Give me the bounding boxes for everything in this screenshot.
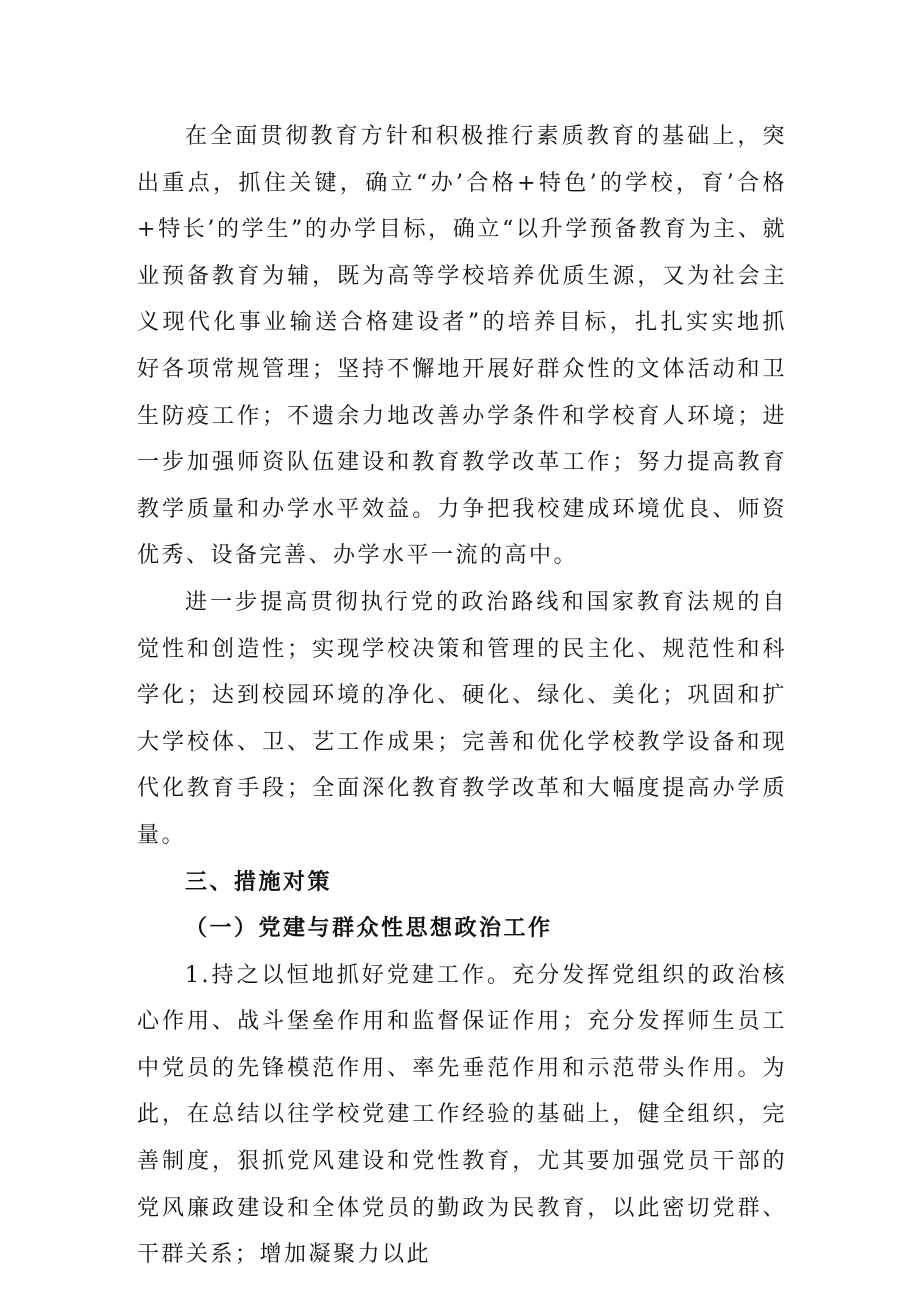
document-body bbox=[137, 114, 787, 1279]
body-paragraph-2: 进一步提高贯彻执行党的政治路线和国家教育法规的自觉性和创造性；实现学校决策和管理的民主化、规范性和科学化；达到校园环境的净化、硬化、绿化、美化；巩固和扩大学校体、卫、艺工作成果；完善和优化学校教学设备和现代化教育手段；全面深化教育教学改革和大幅度提高办学质量。 bbox=[137, 589, 787, 848]
item-paragraph-1: 1.持之以恒地抓好党建工作。充分发挥党组织的政治核心作用、战斗堡垒作用和监督保证作用；充分发挥师生员工中党员的先锋模范作用、率先垂范作用和示范带头作用。为此，在总结以往学校党建工作经验的基础上，健全组织，完善制度，狠抓党风建设和党性教育，尤其要加强党员干部的党风廉政建设和全体党员的勤政为民教育，以此密切党群、干群关系；增加凝聚力以此 bbox=[137, 962, 787, 1268]
body-paragraph-1: 在全面贯彻教育方针和积极推行素质教育的基础上，突出重点，抓住关键，确立“办’合格+特色’的学校，育’合格+特长’的学生”的办学目标，确立“以升学预备教育为主、就业预备教育为辅，既为高等学校培养优质生源，又为社会主义现代化事业输送合格建设者”的培养目标，扎扎实实地抓好各项常规管理；坚持不懈地开展好群众性的文体活动和卫生防疫工作；不遗余力地改善办学条件和学校育人环境；进一步加强师资队伍建设和教育教学改革工作；努力提高教育教学质量和办学水平效益。力争把我校建成环境优良、师资优秀、设备完善、办学水平一流的高中。 bbox=[137, 124, 787, 569]
section-heading: 三、措施对策 bbox=[185, 869, 333, 895]
subsection-heading: （一）党建与群众性思想政治工作 bbox=[185, 916, 553, 942]
